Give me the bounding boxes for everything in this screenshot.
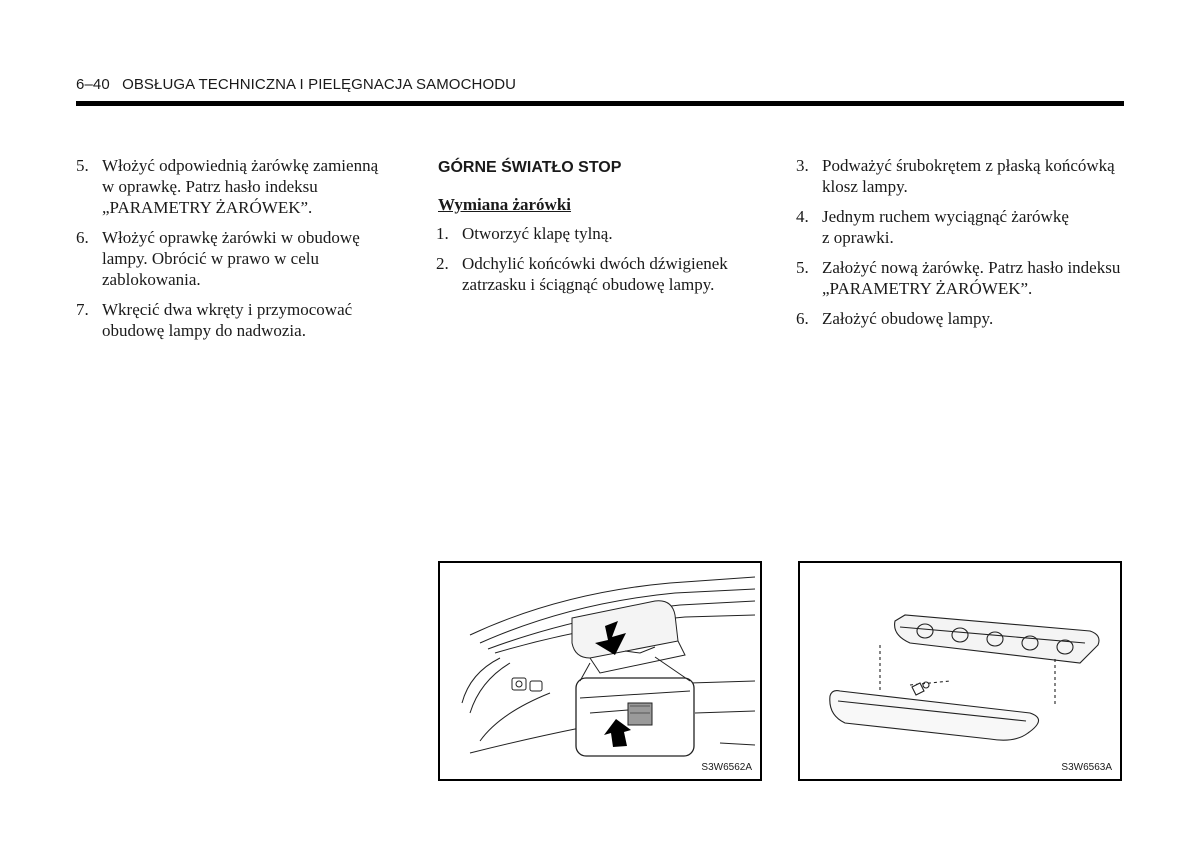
item-text: Włożyć oprawkę żarówki w obudowę lampy. Obrócić w prawo w celu zablokowania.	[102, 228, 360, 289]
list-item	[796, 257, 1126, 299]
column-right	[796, 155, 1126, 338]
list-item	[76, 155, 396, 218]
figure-lamp-lens	[798, 561, 1122, 781]
item-text: Jednym ruchem wyciągnąć żarówkę z oprawki.	[822, 207, 1069, 247]
item-number: 1.	[436, 224, 449, 243]
figure-lamp-housing	[438, 561, 762, 781]
item-number: 2.	[436, 254, 449, 273]
header-rule	[76, 101, 1124, 106]
lamp-housing-illustration	[440, 563, 760, 779]
list-item	[436, 253, 756, 295]
item-text: Założyć obudowę lampy.	[822, 309, 994, 328]
item-text: Włożyć odpowiednią żarówkę zamienną w oprawkę. Patrz hasło indeksu „PARAMETRY ŻARÓWEK”.	[102, 156, 379, 217]
column-left	[76, 155, 396, 350]
item-number: 7.	[76, 300, 89, 319]
section-title: GÓRNE ŚWIATŁO STOP	[438, 159, 622, 176]
item-number: 6.	[76, 228, 89, 247]
list-item	[76, 227, 396, 290]
figure-code: S3W6562A	[701, 762, 752, 773]
item-number: 5.	[796, 258, 809, 277]
page-header	[76, 76, 516, 93]
list-item	[76, 299, 396, 341]
item-text: Wkręcić dwa wkręty i przymocować obudowę lampy do nadwozia.	[102, 300, 353, 340]
item-text: Odchylić końcówki dwóch dźwigienek zatrzasku i ściągnąć obudowę lampy.	[462, 254, 728, 294]
list-item	[796, 206, 1126, 248]
item-number: 4.	[796, 207, 809, 226]
list-item	[436, 223, 756, 244]
item-number: 5.	[76, 156, 89, 175]
item-text: Podważyć śrubokrętem z płaską końcówką klosz lampy.	[822, 156, 1115, 196]
item-number: 6.	[796, 309, 809, 328]
column-middle	[436, 155, 756, 304]
subsection-title: Wymiana żarówki	[438, 195, 572, 214]
list-item	[796, 155, 1126, 197]
item-text: Otworzyć klapę tylną.	[462, 224, 613, 243]
figure-code: S3W6563A	[1061, 762, 1112, 773]
chapter-title: OBSŁUGA TECHNICZNA I PIELĘGNACJA SAMOCHODU	[122, 76, 517, 93]
list-item	[796, 308, 1126, 329]
item-text: Założyć nową żarówkę. Patrz hasło indeksu „PARAMETRY ŻARÓWEK”.	[822, 258, 1121, 298]
lamp-lens-illustration	[800, 563, 1120, 779]
item-number: 3.	[796, 156, 809, 175]
page-number: 6–40	[76, 76, 110, 93]
